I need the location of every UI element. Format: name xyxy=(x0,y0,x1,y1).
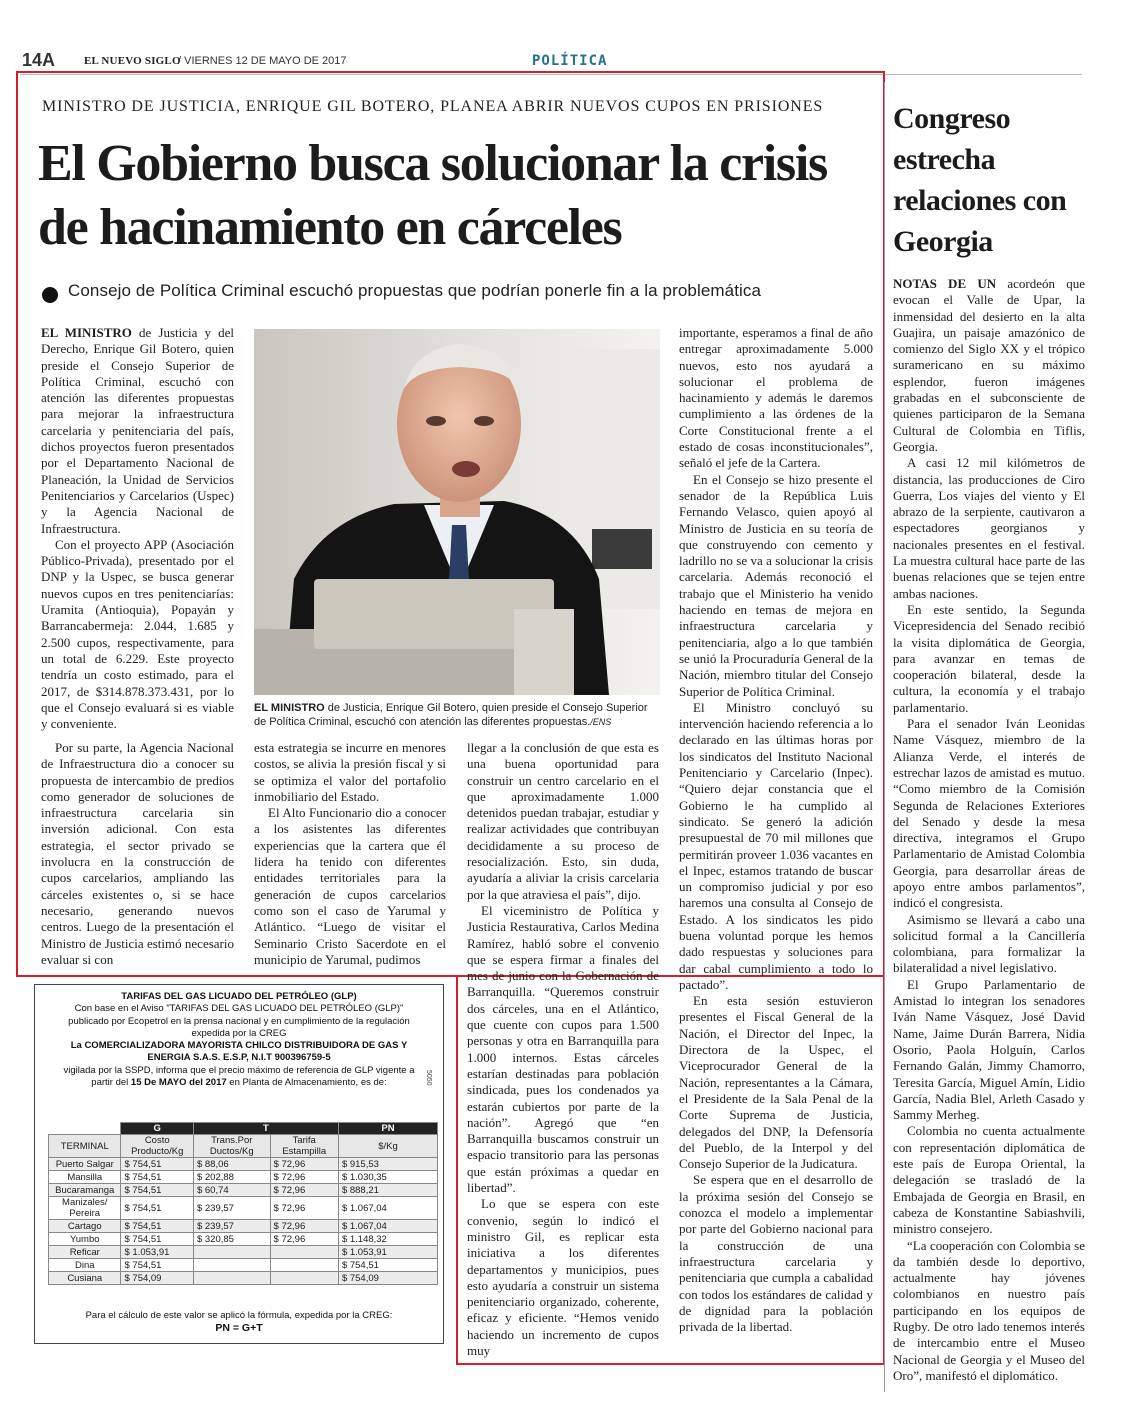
paragraph: esta estrategia se incurre en menores costos, se alivia la presión fiscal y si se optimiza el valor del portafolio inmobiliario del Estado. xyxy=(254,740,446,804)
sidebar-body xyxy=(893,276,1085,1384)
table-cell: $ 754,51 xyxy=(121,1158,193,1171)
table-cell xyxy=(193,1272,270,1285)
photo-credit: /ENS xyxy=(590,717,612,727)
paragraph: “La cooperación con Colombia se da también desde lo deportivo, actualmente hay jóvenes colombianos en nuestro país participando en los equipos de Rugby. De otro lado tenemos interés de intercambio entre el Museo Nacional de Georgia y el Museo del Oro”, manifestó el diplomático. xyxy=(893,1237,1085,1383)
table-cell: $ 754,51 xyxy=(121,1233,193,1246)
table-row xyxy=(49,1171,438,1184)
table-cell xyxy=(270,1272,338,1285)
table-cell xyxy=(270,1246,338,1259)
ad-footer-text: Para el cálculo de este valor se aplicó la fórmula, expedida por la CREG: xyxy=(85,1310,393,1321)
article-column-3 xyxy=(467,740,659,1359)
terminal-cell: Mansilla xyxy=(49,1171,121,1184)
paragraph: El Grupo Parlamentario de Amistad lo integran los senadores Iván Name Vásquez, José David Name, Jaime Durán Barrera, Nidia Osorio, Paola Holguín, Carlos Fernando Galán, Jimmy Chamorro, Teresita García, Miguel Amín, Lidio García, Nadia Blel, Arleth Casado y Sammy Merheg. xyxy=(893,976,1085,1123)
terminal-cell: Reficar xyxy=(49,1246,121,1259)
table-cell: $ 72,96 xyxy=(270,1158,338,1171)
table-cell: $ 754,51 xyxy=(338,1259,437,1272)
ad-title: TARIFAS DEL GAS LICUADO DEL PETRÓLEO (GLP) xyxy=(121,991,357,1002)
table-cell: $ 88,06 xyxy=(193,1158,270,1171)
column-header: Tarifa Estampilla xyxy=(270,1135,338,1158)
sidebar-headline: Congreso estrecha relaciones con Georgia xyxy=(893,102,1067,258)
bullet-icon xyxy=(42,287,58,303)
article-headline: El Gobierno busca solucionar la crisis de hacinamiento en cárceles xyxy=(38,135,827,256)
column-header: Trans.Por Ductos/Kg xyxy=(193,1135,270,1158)
lead-in: EL MINISTRO xyxy=(41,325,132,340)
issue-date: / VIERNES 12 DE MAYO DE 2017 xyxy=(178,55,347,67)
table-cell xyxy=(270,1259,338,1272)
ad-line: Con base en el Aviso "TARIFAS DEL GAS LICUADO DEL PETRÓLEO (GLP)" xyxy=(74,1003,404,1015)
ad-validity xyxy=(40,1077,438,1089)
paragraph: A casi 12 mil kilómetros de distancia, las producciones de Ciro Guerra, Los viajes del viento y El abrazo de la serpiente, cautivaron a espectadores georgianos y nacionales presentes en el festival. La muestra cultural hace parte de las buenas relaciones que se tejen entre ambas naciones. xyxy=(893,455,1085,601)
table-cell: $ 1.067,04 xyxy=(338,1197,437,1220)
table-row xyxy=(49,1259,438,1272)
article-subhead: Consejo de Política Criminal escuchó propuestas que podrían ponerle fin a la problemática xyxy=(68,281,762,300)
ad-validity-date: 15 De MAYO del 2017 xyxy=(130,1077,227,1089)
table-cell: $ 72,96 xyxy=(270,1220,338,1233)
table-row xyxy=(49,1233,438,1246)
paragraph: importante, esperamos a final de año entregar aproximadamente 5.000 nuevos, esto nos ayudará a solucionar el problema de hacinamiento y además le daremos cumplimiento a las órdenes de la Corte Constitucional frente a el estado de cosas inconstitucionales”, señaló el jefe de la Cartera. xyxy=(679,325,873,471)
paragraph-text: de Justicia y del Derecho, Enrique Gil Botero, quien preside el Consejo Superior de Política Criminal, escuchó con atención las diferentes propuestas para mejorar la infraestructura carcelaria y penitenciaria del país, dichos proyectos fueron presentados por el Departamento Nacional de Planeación, la Unidad de Servicios Penitenciarios y Carcelarios (Uspec) y la Agencia Nacional de Infraestructura. xyxy=(41,325,234,536)
ad-validity-pre: partir del xyxy=(91,1077,131,1089)
group-header: T xyxy=(193,1123,338,1135)
lead-in: NOTAS DE UN xyxy=(893,276,997,291)
page-number: 14A xyxy=(22,50,56,70)
paragraph: En el Consejo se hizo presente el senador de la República Luis Fernando Velasco, quien apoyó al Ministro de Justicia en su teoría de que construyendo con cemento y ladrillo no se va a solucionar la crisis carcelaria. Además reconoció el trabajo que el Ministerio ha venido haciendo en temas de mejora en infraestructura carcelaria y penitenciaria, algo a lo que también se unió la Procuraduría General de la Nación, miembro titular del Consejo Superior de Política Criminal. xyxy=(679,471,873,699)
column-header: TERMINAL xyxy=(49,1135,121,1158)
paragraph: Se espera que en el desarrollo de la próxima sesión del Consejo se conozca el modelo a implementar por parte del Gobierno nacional para la construcción de una infraestructura carcelaria y penitenciaria que cumpla a cabalidad con todos los estándares de calidad y de dignidad para la población privada de la libertad. xyxy=(679,1172,873,1335)
article-column-4 xyxy=(679,325,873,1335)
table-cell: $ 754,09 xyxy=(121,1272,193,1285)
table-cell: $ 1.148,32 xyxy=(338,1233,437,1246)
ad-code: 5050 xyxy=(425,1070,432,1086)
ad-line: expedida por la CREG xyxy=(191,1027,287,1039)
paragraph: Lo que se espera con este convenio, según lo indicó el ministro Gil, es replicar esta iniciativa a los diferentes departamentos y municipios, pues esto ayudaría a construir un sistema penitenciario organizado, coherente, eficaz y eficiente. “Hemos venido haciendo un incremento de cupos muy xyxy=(467,1196,659,1358)
article-kicker: MINISTRO DE JUSTICIA, ENRIQUE GIL BOTERO, PLANEA ABRIR NUEVOS CUPOS EN PRISIONES xyxy=(42,98,824,115)
table-cell: $ 1.053,91 xyxy=(121,1246,193,1259)
caption-text: de Justicia, Enrique Gil Botero, quien preside el Consejo Superior de Política Criminal, escuchó con atención las diferentes propuestas. xyxy=(254,702,648,728)
paragraph: El Alto Funcionario dio a conocer a los asistentes las diferentes experiencias que la cartera que él lidera ha tenido con diferentes entidades territoriales para la generación de cupos carcelarios como son el caso de Yarumal y Atlántico. “Luego de visitar el Seminario Cristo Sacerdote en el municipio de Yarumal, pudimos xyxy=(254,805,446,967)
table-cell: $ 239,57 xyxy=(193,1197,270,1220)
table-cell: $ 239,57 xyxy=(193,1220,270,1233)
terminal-cell: Dina xyxy=(49,1259,121,1272)
group-header: PN xyxy=(338,1123,437,1135)
table-cell: $ 60,74 xyxy=(193,1184,270,1197)
table-corner xyxy=(49,1123,121,1135)
column-header: Costo Producto/Kg xyxy=(121,1135,193,1158)
table-row xyxy=(49,1158,438,1171)
paragraph xyxy=(893,276,1085,455)
newspaper-name: EL NUEVO SIGLO xyxy=(84,55,181,67)
paragraph: Para el senador Iván Leonidas Name Vásquez, miembro de la Alianza Verde, el interés de estrechar lazos de amistad es mutuo. “Como miembro de la Comisión Segunda de Relaciones Exteriores del Senado y desde la mesa directiva, integramos el Grupo Parlamentario de Amistad Colombia Georgia, para desarrollar áreas de apoyo entre ambos parlamentos”, indicó el congresista. xyxy=(893,716,1085,911)
table-group-row xyxy=(49,1123,438,1135)
terminal-cell: Manizales/ Pereira xyxy=(49,1197,121,1220)
table-cell: $ 72,96 xyxy=(270,1171,338,1184)
paragraph: Colombia no cuenta actualmente con representación diplomática de este país de Europa Oriental, la delegación se trasladó de la Embajada de Georgia en Brasil, en cabeza de Konstantine Sabiashvili, ministro consejero. xyxy=(893,1123,1085,1237)
terminal-cell: Puerto Salgar xyxy=(49,1158,121,1171)
table-cell: $ 888,21 xyxy=(338,1184,437,1197)
ad-company-nit: ENERGIA S.A.S. E.S.P, N.I.T 900396759-5 xyxy=(147,1052,331,1064)
table-row xyxy=(49,1184,438,1197)
table-row xyxy=(49,1197,438,1220)
table-cell: $ 754,51 xyxy=(121,1171,193,1184)
paragraph: Asimismo se llevará a cabo una solicitud formal a la Cancillería colombiana, para formalizar la bilateralidad a nivel legislativo. xyxy=(893,911,1085,976)
paragraph: En esta sesión estuvieron presentes el Fiscal General de la Nación, el Director del Inpec, la Directora de la Uspec, el Viceprocurador General de la Nación, representantes a la Cámara, el Presidente de la Sala Penal de la Corte Suprema de Justicia, delegados del DNP, la Defensoría del Pueblo, de la Interpol y del Consejo Superior de la Judicatura. xyxy=(679,993,873,1172)
gas-tariff-table xyxy=(48,1122,438,1285)
article-column-1-continued xyxy=(41,740,234,968)
table-row xyxy=(49,1246,438,1259)
article-column-2 xyxy=(254,740,446,968)
article-column-1 xyxy=(41,325,234,732)
table-cell: $ 320,85 xyxy=(193,1233,270,1246)
ad-footer xyxy=(40,1310,438,1335)
paragraph: El viceministro de Política y Justicia Restaurativa, Carlos Medina Ramírez, habló sobre el convenio que se espera firmar a finales del mes de junio con la Gobernación de Barranquilla. “Queremos construir dos cárceles, una en el Atlántico, que cuente con cupos para 1.500 personas y otra en Barranquilla para 1.000 internos. Estas cárceles estarían destinadas para población sindicada, pues los condenados ya estarán cubiertos por parte de la nación”. Agregó que “en Barranquilla buscamos construir un espacio transitorio para las personas que están próximas a quedar en libertad”. xyxy=(467,902,659,1196)
table-cell xyxy=(193,1259,270,1272)
paragraph xyxy=(41,325,234,537)
table-cell: $ 754,51 xyxy=(121,1197,193,1220)
table-cell: $ 754,09 xyxy=(338,1272,437,1285)
column-divider xyxy=(884,82,885,1392)
terminal-cell: Cusiana xyxy=(49,1272,121,1285)
table-cell: $ 72,96 xyxy=(270,1233,338,1246)
terminal-cell: Yumbo xyxy=(49,1233,121,1246)
caption-lead: EL MINISTRO xyxy=(254,702,325,714)
table-cell: $ 915,53 xyxy=(338,1158,437,1171)
ad-line: vigilada por la SSPD, informa que el precio máximo de referencia de GLP vigente a xyxy=(63,1064,415,1076)
paragraph: Por su parte, la Agencia Nacional de Infraestructura dio a conocer su propuesta de intercambio de predios como generador de soluciones de infraestructura carcelaria sin inversión adicional. Con esta estrategia, el sector privado se involucra en la construcción de cupos carcelarios, ampliando las cárceles existentes o, si se hace necesario, generando nuevos centros. Luego de la presentación el Ministro de Justicia estimó necesario evaluar si con xyxy=(41,740,234,967)
terminal-cell: Bucaramanga xyxy=(49,1184,121,1197)
table-cell: $ 1.053,91 xyxy=(338,1246,437,1259)
ad-validity-post: en Planta de Almacenamiento, es de: xyxy=(226,1077,387,1089)
paragraph: En este sentido, la Segunda Vicepresidencia del Senado recibió la visita diplomática de Georgia, para avanzar en temas de cooperación bilateral, desde la cultura, la economía y el trabajo parlamentario. xyxy=(893,601,1085,715)
table-cell: $ 72,96 xyxy=(270,1197,338,1220)
section-label: POLÍTICA xyxy=(532,53,608,69)
photo-caption xyxy=(254,701,662,729)
table-row xyxy=(49,1220,438,1233)
paragraph: Con el proyecto APP (Asociación Público-Privada), presentado por el DNP y la Uspec, se busca generar nuevos cupos en tres penitenciarías: Uramita (Antioquia), Popayán y Barrancabermeja: 2.044, 1.685 y 2.500 cupos, respectivamente, para un total de 6.229. Este proyecto tendría un costo estimado, para el 2017, de $314.878.373.431, por lo que el Consejo evaluará si es viable y conveniente. xyxy=(41,536,234,732)
table-cell: $ 1.030,35 xyxy=(338,1171,437,1184)
table-row xyxy=(49,1272,438,1285)
table-cell: $ 754,51 xyxy=(121,1259,193,1272)
minister-photo xyxy=(254,329,660,695)
table-cell xyxy=(193,1246,270,1259)
ad-formula: PN = G+T xyxy=(215,1322,263,1335)
paragraph: El Ministro concluyó su intervención haciendo referencia a lo declarado en las últimas horas por los sindicatos del Instituto Nacional Penitenciario y Carcelario (Inpec). “Quiero dejar constancia que el Gobierno le ha cumplido al sindicato. Se generó la adición presupuestal de 70 mil millones que permitirán proveer 1.036 vacantes en el Inpec, estamos tratando de buscar un compromiso judicial y por eso haremos una consulta al Consejo de Estado. A los sindicatos les pido buena voluntad porque les hemos dado respuestas y soluciones para dar cabal cumplimiento a todo lo pactado”. xyxy=(679,699,873,992)
table-cell: $ 202,88 xyxy=(193,1171,270,1184)
ad-line: publicado por Ecopetrol en la prensa nacional y en cumplimiento de la regulación xyxy=(68,1015,410,1027)
table-cell: $ 72,96 xyxy=(270,1184,338,1197)
minister-photo-illustration xyxy=(254,329,660,695)
paragraph: llegar a la conclusión de que esta es una buena oportunidad para construir un centro carcelario en el que aproximadamente 1.000 detenidos puedan trabajar, estudiar y realizar actividades que contribuyan decididamente a su proceso de resocialización. Esto, sin duda, ayudaría a aliviar la crisis carcelaria por la que atraviesa el país”, dijo. xyxy=(467,740,659,902)
column-header: $/Kg xyxy=(338,1135,437,1158)
frame-corner xyxy=(16,975,458,977)
group-header: G xyxy=(121,1123,193,1135)
table-header-row xyxy=(49,1135,438,1158)
table-cell: $ 1.067,04 xyxy=(338,1220,437,1233)
table-cell: $ 754,51 xyxy=(121,1184,193,1197)
table-cell: $ 754,51 xyxy=(121,1220,193,1233)
paragraph-text: acordeón que evocan el Valle de Upar, la inmensidad del desierto en la alta Guajira, un paisaje amazónico de comienzo del Siglo XX y el trópico suramericano en su máximo esplendor, fueron imágenes grabadas en el subconsciente de quienes participaron de la Semana Cultural de Colombia en Tiflis, Georgia. xyxy=(893,276,1085,454)
terminal-cell: Cartago xyxy=(49,1220,121,1233)
ad-company: La COMERCIALIZADORA MAYORISTA CHILCO DISTRIBUIDORA DE GAS Y xyxy=(70,1040,408,1052)
ad-text-block xyxy=(40,991,438,1089)
